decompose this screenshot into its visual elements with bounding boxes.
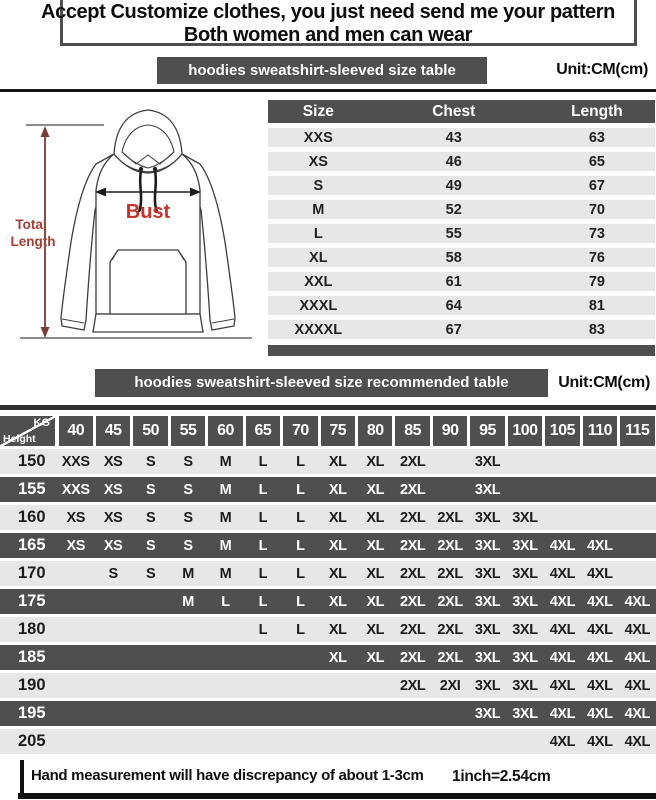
rec-size-cell: XL (328, 649, 347, 666)
rec-size-cell: 3XL (512, 593, 538, 610)
height-label-corner: Height (3, 433, 36, 445)
footer-note (0, 754, 656, 800)
rec-size-cell: 2XL (399, 677, 426, 694)
rec-size-cell: M (219, 509, 232, 526)
rec-size-cell: XL (366, 565, 385, 582)
size-table-cell: 64 (445, 297, 462, 314)
rec-table-row (0, 729, 656, 754)
rec-size-cell: 2XL (399, 481, 426, 498)
rec-size-cell: L (296, 537, 305, 554)
rec-size-cell: S (145, 481, 156, 498)
rec-size-cell: 2XL (399, 509, 426, 526)
bust-label: Bust (125, 201, 171, 223)
size-table-cell: 83 (588, 321, 605, 338)
size-table-row (268, 248, 655, 267)
rec-size-cell: 2XL (437, 565, 463, 582)
rec-table-row (0, 673, 656, 698)
rec-size-cell: 3XL (512, 705, 538, 722)
size-table-cell: 46 (445, 153, 462, 170)
rec-size-cell: XL (328, 621, 347, 638)
size-table-cell: 67 (445, 321, 462, 338)
rec-size-cell: M (182, 565, 194, 582)
measurement-note: Hand measurement will have discrepancy of about 1-3cm (31, 767, 424, 784)
size-table-row (268, 176, 655, 195)
height-row-label: 195 (18, 704, 46, 722)
height-row-label: 160 (18, 508, 46, 526)
rec-size-cell: XL (366, 621, 385, 638)
size-table-cell: 70 (588, 201, 605, 218)
rec-size-cell: L (221, 593, 230, 610)
rec-size-cell: XL (366, 509, 385, 526)
rec-size-cell: 3XL (474, 677, 501, 694)
rec-size-cell: XL (366, 453, 385, 470)
rec-size-cell: XS (103, 509, 123, 526)
rec-size-cell: 3XL (512, 537, 538, 554)
rec-size-cell: M (219, 481, 232, 498)
size-table-cell: 79 (588, 273, 605, 290)
rec-size-cell: 2XL (399, 537, 426, 554)
banner-line-1: Accept Customize clothes, you just need send me your pattern (41, 1, 615, 23)
rec-size-cell: 2XI (439, 677, 461, 694)
rec-size-cell: M (182, 593, 194, 610)
rec-size-cell: 4XL (549, 733, 576, 750)
kg-height-corner-cell (0, 416, 55, 446)
rec-table-row (0, 477, 656, 502)
rec-size-cell: XL (366, 481, 385, 498)
size-table-body (268, 128, 655, 339)
height-row-label: 185 (18, 648, 46, 666)
height-row-label: 170 (18, 564, 46, 582)
rec-size-cell: XL (328, 537, 347, 554)
weight-header-cell: 70 (283, 416, 317, 446)
rec-size-cell: M (219, 565, 232, 582)
weight-header-cell: 65 (246, 416, 280, 446)
rec-size-cell: S (183, 509, 193, 526)
rec-size-cell: 4XL (549, 593, 576, 610)
total-length-label-1: Total (15, 217, 47, 232)
rec-size-cell: S (183, 537, 193, 554)
rec-size-cell: 4XL (549, 565, 576, 582)
rec-size-cell: 3XL (474, 509, 501, 526)
weight-header-cell: 45 (96, 416, 130, 446)
rec-size-cell: 4XL (587, 565, 613, 582)
weight-header-cell: 115 (620, 416, 654, 446)
size-table-cell: XL (309, 249, 328, 266)
rec-size-cell: 4XL (549, 537, 576, 554)
footer-left-border (20, 760, 24, 793)
rec-size-cell: XL (328, 593, 347, 610)
size-table-title-bar: hoodies sweatshirt-sleeved size table (157, 57, 487, 84)
rec-size-cell: 4XL (549, 649, 576, 666)
rec-size-cell: 4XL (624, 705, 650, 722)
rec-size-cell: 4XL (549, 677, 576, 694)
size-column-header: Size (302, 102, 334, 120)
rec-size-cell: 4XL (587, 593, 613, 610)
size-table-cell: 58 (445, 249, 462, 266)
rec-table-row (0, 533, 656, 558)
recommended-table-title-bar: hoodies sweatshirt-sleeved size recommended table (95, 369, 548, 397)
rec-size-cell: 4XL (587, 733, 613, 750)
size-table-cell: L (313, 225, 323, 242)
rec-size-cell: XL (366, 537, 385, 554)
rec-size-cell: 2XL (399, 621, 426, 638)
size-table-row (268, 152, 655, 171)
rec-table-header (0, 416, 656, 446)
banner (0, 0, 656, 52)
rec-size-cell: 4XL (587, 621, 613, 638)
recommended-table-title-row (0, 361, 656, 405)
rec-size-cell: S (145, 537, 156, 554)
rec-size-cell: 2XL (399, 649, 426, 666)
rec-size-cell: 4XL (549, 621, 576, 638)
size-table-title-row (0, 55, 656, 89)
size-table-footer-bar (268, 345, 655, 356)
rec-size-cell: XL (366, 649, 385, 666)
size-table-row (268, 320, 655, 339)
size-table-cell: 43 (445, 129, 462, 146)
rec-size-cell: 2XL (437, 593, 463, 610)
weight-header-cell: 75 (321, 416, 355, 446)
rec-size-cell: 2XL (437, 649, 463, 666)
rec-size-cell: 4XL (587, 677, 613, 694)
weight-header-cell: 50 (133, 416, 167, 446)
size-table-row (268, 200, 655, 219)
rec-size-cell: M (219, 537, 232, 554)
rec-size-cell: L (296, 509, 305, 526)
length-column-header: Length (571, 102, 623, 120)
size-table-cell: 49 (445, 177, 462, 194)
rec-size-cell: 3XL (474, 593, 501, 610)
rec-size-cell: L (258, 537, 268, 554)
rec-size-cell: 2XL (437, 509, 463, 526)
rec-size-cell: L (258, 593, 268, 610)
rec-size-cell: 3XL (474, 481, 501, 498)
rec-size-cell: 4XL (624, 677, 650, 694)
size-table-cell: S (313, 177, 324, 194)
rec-size-cell: 3XL (512, 621, 538, 638)
rec-table-row (0, 505, 656, 530)
rec-table-row (0, 589, 656, 614)
rec-size-cell: L (258, 565, 268, 582)
rec-size-cell: 3XL (512, 649, 538, 666)
rec-size-cell: 3XL (474, 649, 501, 666)
rec-size-cell: S (145, 509, 156, 526)
size-table-cell: XXS (303, 129, 333, 146)
rec-size-cell: 3XL (474, 565, 501, 582)
size-table-cell: XXXXL (294, 321, 343, 338)
rec-size-cell: 2XL (399, 453, 426, 470)
rec-size-cell: XXS (61, 481, 90, 498)
rec-size-cell: 4XL (624, 733, 650, 750)
banner-line-2: Both women and men can wear (183, 24, 473, 46)
rec-size-cell: XL (328, 453, 347, 470)
rec-size-cell: XL (328, 481, 347, 498)
rec-size-cell: 3XL (474, 537, 501, 554)
footer-bottom-bar (18, 793, 656, 799)
rec-size-cell: L (258, 509, 268, 526)
height-row-label: 165 (18, 536, 46, 554)
size-table-cell: 65 (588, 153, 605, 170)
kg-label: KG (33, 417, 50, 429)
weight-header-cell: 60 (208, 416, 242, 446)
rec-size-cell: XXS (61, 453, 90, 470)
unit-label-2: Unit:CM(cm) (558, 374, 650, 391)
size-table-row (268, 128, 655, 147)
size-table-cell: M (312, 201, 325, 218)
rec-size-cell: 3XL (474, 705, 501, 722)
height-row-label: 205 (18, 732, 46, 750)
rec-size-cell: 3XL (474, 453, 501, 470)
rec-size-cell: 2XL (399, 565, 426, 582)
weight-header-cell: 80 (358, 416, 392, 446)
rec-size-cell: S (145, 453, 156, 470)
weight-header-cell: 85 (395, 416, 429, 446)
rec-size-cell: L (296, 593, 305, 610)
size-table-cell: 52 (445, 201, 462, 218)
height-row-label: 155 (18, 480, 46, 498)
rec-size-cell: XS (66, 537, 85, 554)
rec-size-cell: 3XL (512, 565, 538, 582)
size-table-header (268, 100, 655, 123)
rec-size-cell: M (219, 453, 232, 470)
rec-size-cell: 3XL (512, 677, 538, 694)
rec-size-cell: S (108, 565, 118, 582)
unit-label-1: Unit:CM(cm) (556, 61, 648, 78)
rec-size-cell: XS (103, 481, 123, 498)
chest-column-header: Chest (432, 102, 476, 120)
height-row-label: 180 (18, 620, 46, 638)
rec-size-cell: XS (103, 537, 123, 554)
rec-table-body (0, 449, 656, 754)
rec-table-row (0, 449, 656, 474)
rec-size-cell: 2XL (437, 621, 463, 638)
rec-size-cell: XL (328, 509, 347, 526)
rec-size-cell: 4XL (624, 649, 650, 666)
rec-size-cell: S (183, 481, 193, 498)
hoodie-diagram (0, 92, 268, 358)
rec-size-cell: 3XL (512, 509, 538, 526)
weight-header-cell: 40 (59, 416, 93, 446)
rec-size-cell: L (296, 453, 305, 470)
size-table-cell: XXL (304, 273, 333, 290)
size-table-cell: XS (308, 153, 328, 170)
size-table-cell: 55 (445, 225, 462, 242)
rec-size-cell: L (258, 453, 268, 470)
weight-header-cell: 110 (583, 416, 617, 446)
rec-size-cell: 3XL (474, 621, 501, 638)
rec-size-cell: XS (66, 509, 85, 526)
size-table-row (268, 272, 655, 291)
hoodie-line-art-icon (0, 92, 268, 358)
recommended-size-table (0, 416, 656, 754)
size-table-cell: XXXL (299, 297, 338, 314)
rec-size-cell: L (296, 565, 305, 582)
weight-header-cell: 55 (171, 416, 205, 446)
rec-size-cell: 4XL (587, 537, 613, 554)
rec-table-row (0, 617, 656, 642)
size-table-cell: 63 (588, 129, 605, 146)
size-table-cell: 73 (588, 225, 605, 242)
weight-header-cell: 105 (545, 416, 579, 446)
rec-size-cell: L (258, 481, 268, 498)
height-row-label: 150 (18, 452, 46, 470)
total-length-label-2: Length (10, 234, 56, 249)
rec-size-cell: 4XL (587, 649, 613, 666)
size-table-cell: 61 (445, 273, 462, 290)
size-table-row (268, 224, 655, 243)
rec-size-cell: 4XL (624, 593, 650, 610)
rec-size-cell: XL (328, 565, 347, 582)
rec-size-cell: L (296, 481, 305, 498)
rec-table-row (0, 561, 656, 586)
size-table-row (268, 296, 655, 315)
weight-header-cell: 100 (508, 416, 542, 446)
weight-header-cell: 90 (433, 416, 467, 446)
rec-size-cell: 2XL (399, 593, 426, 610)
rec-size-cell: 4XL (624, 621, 650, 638)
rec-table-row (0, 701, 656, 726)
rec-size-cell: XL (366, 593, 385, 610)
height-row-label: 190 (18, 676, 46, 694)
measurement-section (0, 92, 656, 358)
rec-size-cell: L (258, 621, 268, 638)
rec-table-row (0, 645, 656, 670)
rec-size-cell: XS (103, 453, 123, 470)
size-table (268, 100, 655, 356)
rec-size-cell: 4XL (587, 705, 613, 722)
weight-header-cell: 95 (470, 416, 504, 446)
inch-conversion: 1inch=2.54cm (452, 768, 551, 785)
rec-size-cell: 4XL (549, 705, 576, 722)
size-table-cell: 76 (588, 249, 605, 266)
rec-size-cell: 2XL (437, 537, 463, 554)
height-row-label: 175 (18, 592, 46, 610)
rec-size-cell: S (145, 565, 156, 582)
rec-size-cell: S (183, 453, 193, 470)
size-table-cell: 81 (588, 297, 605, 314)
size-table-cell: 67 (588, 177, 605, 194)
rec-size-cell: L (296, 621, 305, 638)
